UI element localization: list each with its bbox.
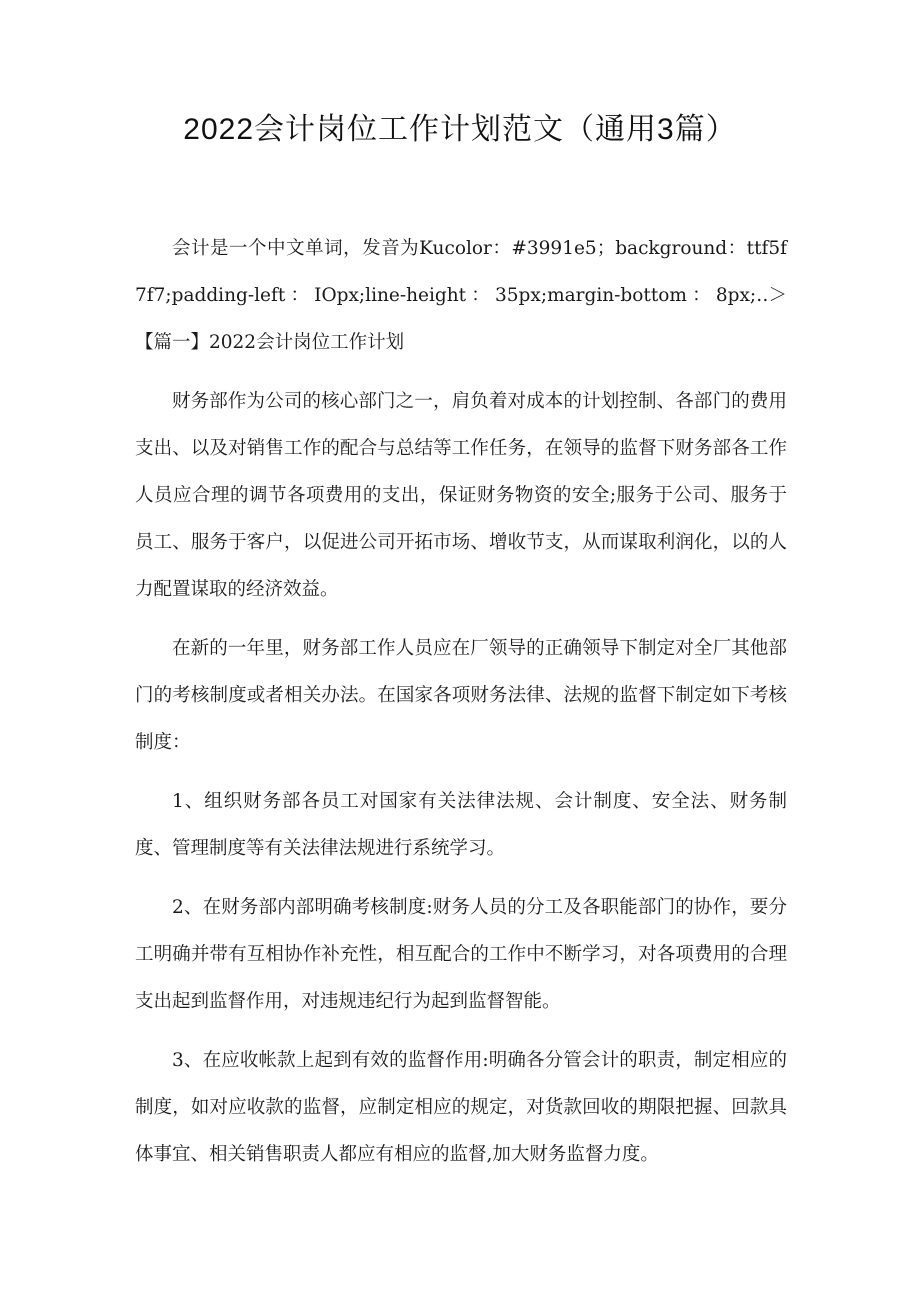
- paragraph-item-2: 2、在财务部内部明确考核制度:财务人员的分工及各职能部门的协作，要分工明确并带有互相协作补充性，相互配合的工作中不断学习，对各项费用的合理支出起到监督作用，对违规违纪行为起到监督智能。: [135, 897, 787, 1012]
- paragraph-new-year: 在新的一年里，财务部工作人员应在厂领导的正确领导下制定对全厂其他部门的考核制度或者相关办法。在国家各项财务法律、法规的监督下制定如下考核制度：: [135, 638, 787, 753]
- paragraph-finance-role: 财务部作为公司的核心部门之一，肩负着对成本的计划控制、各部门的费用支出、以及对销售工作的配合与总结等工作任务，在领导的监督下财务部各工作人员应合理的调节各项费用的支出，保证财务物资的安全;服务于公司、服务于员工、服务于客户，以促进公司开拓市场、增收节支，从而谋取利润化，以的人力配置谋取的经济效益。: [135, 391, 787, 600]
- paragraph-item-3: 3、在应收帐款上起到有效的监督作用:明确各分管会计的职责，制定相应的制度，如对应收款的监督，应制定相应的规定，对货款回收的期限把握、回款具体事宜、相关销售职责人都应有相应的监督,加大财务监督力度。: [135, 1050, 787, 1165]
- paragraph-intro: 会计是一个中文单词，发音为Kucolor：#3991e5；background：ttf5f7f7;padding-left：IOpx;line-height：35px;margin-bottom：8px;‥＞【篇一】2022会计岗位工作计划: [135, 238, 787, 353]
- paragraph-item-1: 1、组织财务部各员工对国家有关法律法规、会计制度、安全法、财务制度、管理制度等有关法律法规进行系统学习。: [135, 791, 787, 859]
- document-body: [135, 225, 787, 1190]
- document-title: 2022会计岗位工作计划范文（通用3篇）: [183, 113, 737, 146]
